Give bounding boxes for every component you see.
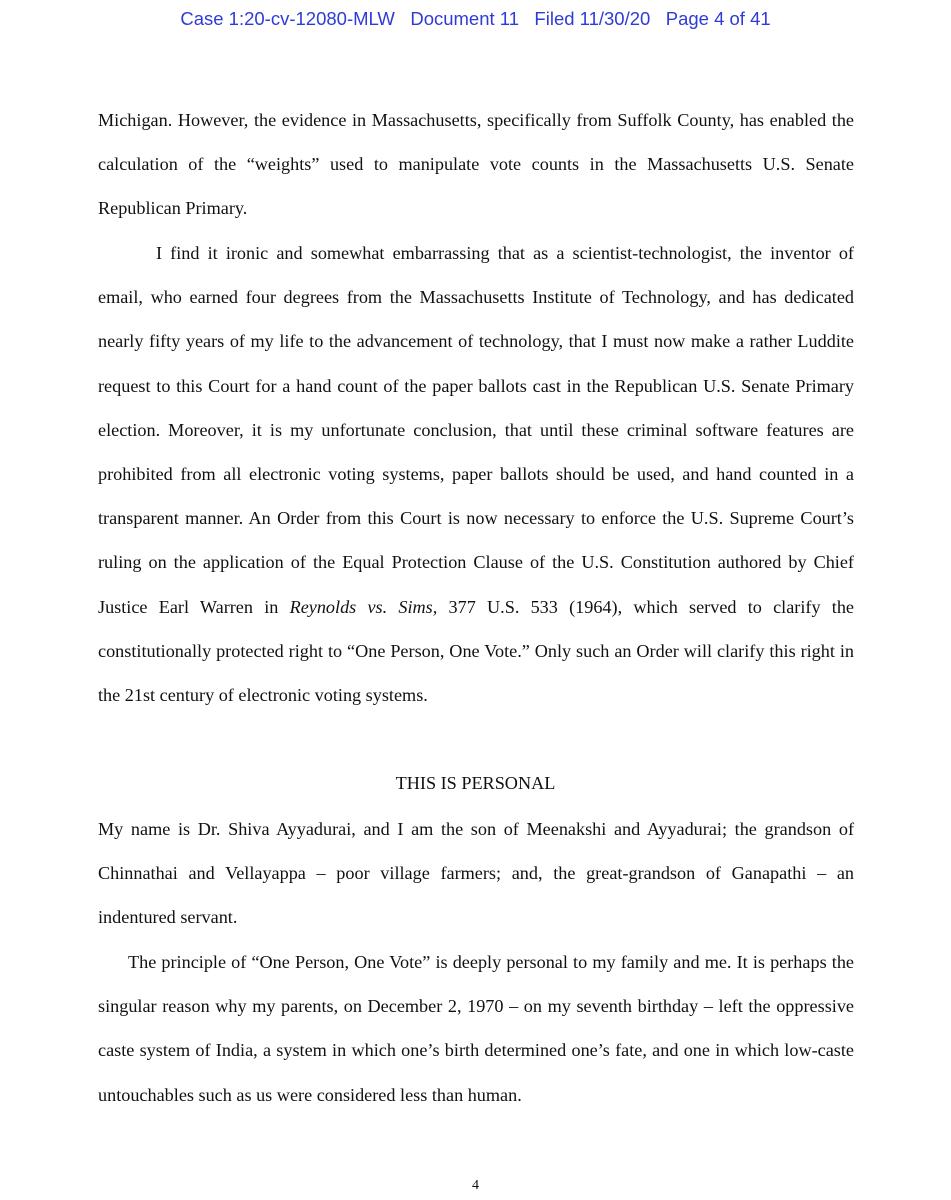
document-number: Document 11: [410, 8, 519, 29]
case-number: Case 1:20-cv-12080-MLW: [180, 8, 395, 29]
paragraph-luddite-request: [98, 231, 854, 717]
paragraph-one-person-one-vote: The principle of “One Person, One Vote” is deeply personal to my family and me. It is perhaps the singular reason why my parents, on December 2, 1970 – on my seventh birthday – left the oppressive caste system of India, a system in which one’s birth determined one’s fate, and one in which low-caste untouchables such as us were considered less than human.: [98, 952, 854, 1105]
case-header: [0, 8, 951, 30]
page-indicator: Page 4 of 41: [665, 8, 771, 29]
paragraph-my-name: My name is Dr. Shiva Ayyadurai, and I am the son of Meenakshi and Ayyadurai; the grandson of Chinnathai and Vellayappa – poor village farmers; and, the great-grandson of Ganapathi – an indentured servant.: [98, 819, 854, 928]
paragraph-text-start: I find it ironic and somewhat embarrassing that as a scientist-technologist, the inventor of email, who earned four degrees from the Massachusetts Institute of Technology, and has dedicated nearly fifty years of my life to the advancement of technology, that I must now make a rather Luddite request to this Court for a hand count of the paper ballots cast in the Republican U.S. Senate Primary election. Moreover, it is my unfortunate conclusion, that until these criminal software features are prohibited from all electronic voting systems, paper ballots should be used, and hand counted in a transparent manner. An Order from this Court is now necessary to enforce the U.S. Supreme Court’s ruling on the application of the Equal Protection Clause of the U.S. Constitution authored by Chief Justice Earl Warren in: [98, 243, 854, 617]
paragraph-michigan: Michigan. However, the evidence in Massachusetts, specifically from Suffolk County, has enabled the calculation of the “weights” used to manipulate vote counts in the Massachusetts U.S. Senate Republican Primary.: [98, 110, 854, 219]
page-number: 4: [472, 1178, 479, 1193]
case-citation: Reynolds vs. Sims,: [289, 596, 438, 617]
filed-date: Filed 11/30/20: [534, 8, 651, 29]
section-heading: THIS IS PERSONAL: [395, 773, 556, 793]
paragraph-text-end: 377 U.S. 533 (1964), which served to clarify the constitutionally protected right to “One Person, One Vote.” Only such an Order will clarify this right in the 21st century of electronic voting systems.: [98, 596, 854, 706]
